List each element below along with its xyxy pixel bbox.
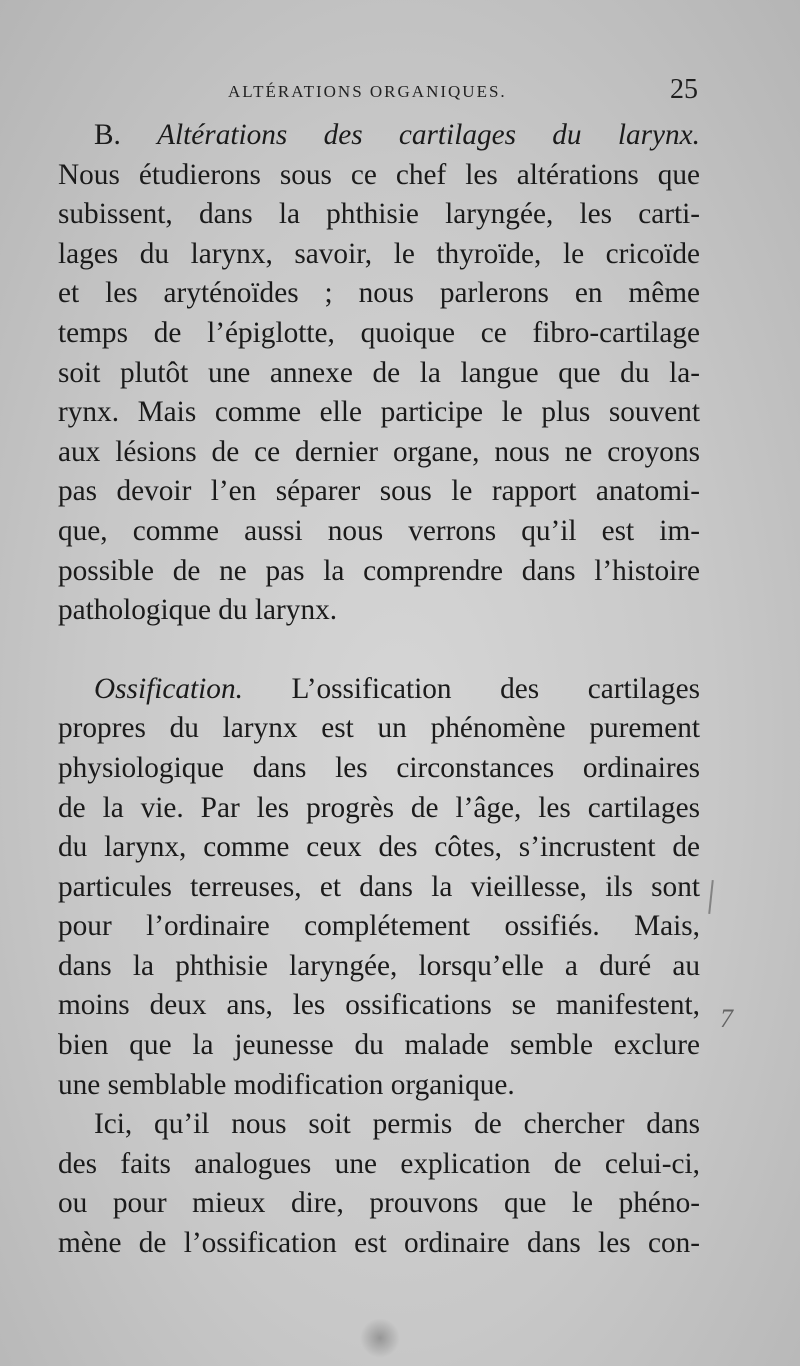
ossification-paragraph (58, 670, 700, 1106)
text-line: temps de l’épiglotte, quoique ce fibro-cartilage (58, 316, 700, 349)
text-line: Nous étudierons sous ce chef les altérations que (58, 158, 700, 191)
section-title: Altérations des cartilages du larynx. (157, 119, 700, 151)
text-line: du larynx, comme ceux des côtes, s’incrustent de (58, 831, 700, 864)
text-line: physiologique dans les circonstances ordinaires (58, 751, 700, 784)
margin-pencil-mark (708, 880, 714, 914)
text-line: aux lésions de ce dernier organe, nous ne croyons (58, 435, 700, 468)
text-line: des faits analogues une explication de celui-ci, (58, 1147, 700, 1180)
ici-paragraph (58, 1105, 700, 1263)
section-b-heading-line (58, 116, 700, 156)
section-b-paragraph (58, 116, 700, 631)
text-line: lages du larynx, savoir, le thyroïde, le cricoïde (58, 237, 700, 270)
text-line: et les aryténoïdes ; nous parlerons en même (58, 277, 700, 310)
text-line: particules terreuses, et dans la vieillesse, ils sont (58, 870, 700, 903)
text-line: pas devoir l’en séparer sous le rapport anatomi- (58, 475, 700, 508)
text-line: soit plutôt une annexe de la langue que du la- (58, 356, 700, 389)
text-line: propres du larynx est un phénomène purement (58, 712, 700, 745)
ink-smudge (360, 1318, 400, 1358)
text-line: ou pour mieux dire, prouvons que le phéno- (58, 1187, 700, 1220)
body-text (58, 116, 700, 1264)
text-line: subissent, dans la phthisie laryngée, les carti- (58, 198, 700, 231)
text-line: moins deux ans, les ossifications se manifestent, (58, 989, 700, 1022)
margin-handwritten-mark: 7 (720, 1004, 733, 1033)
paragraph-gap (58, 631, 700, 670)
text-line: une semblable modification organique. (58, 1068, 515, 1101)
section-label: B. (94, 119, 121, 151)
text-line: pour l’ordinaire complétement ossifiés. Mais, (58, 910, 700, 943)
ossification-first-line (58, 670, 700, 710)
page-number: 25 (670, 74, 698, 105)
text-line: pathologique du larynx. (58, 594, 338, 627)
text-line: mène de l’ossification est ordinaire dans les con- (58, 1227, 700, 1260)
page-header (228, 74, 698, 114)
text-line: rynx. Mais comme elle participe le plus souvent (58, 396, 700, 429)
text-line: bien que la jeunesse du malade semble exclure (58, 1029, 700, 1062)
text-line: Ici, qu’il nous soit permis de chercher dans (94, 1108, 700, 1141)
text-fragment: L’ossification des cartilages (291, 672, 700, 705)
text-line: que, comme aussi nous verrons qu’il est im- (58, 514, 700, 547)
text-line: de la vie. Par les progrès de l’âge, les cartilages (58, 791, 700, 824)
running-head: ALTÉRATIONS ORGANIQUES. (228, 82, 507, 101)
text-line: possible de ne pas la comprendre dans l’histoire (58, 554, 700, 587)
text-line: dans la phthisie laryngée, lorsqu’elle a duré au (58, 949, 700, 982)
run-in-heading: Ossification. (94, 672, 243, 705)
